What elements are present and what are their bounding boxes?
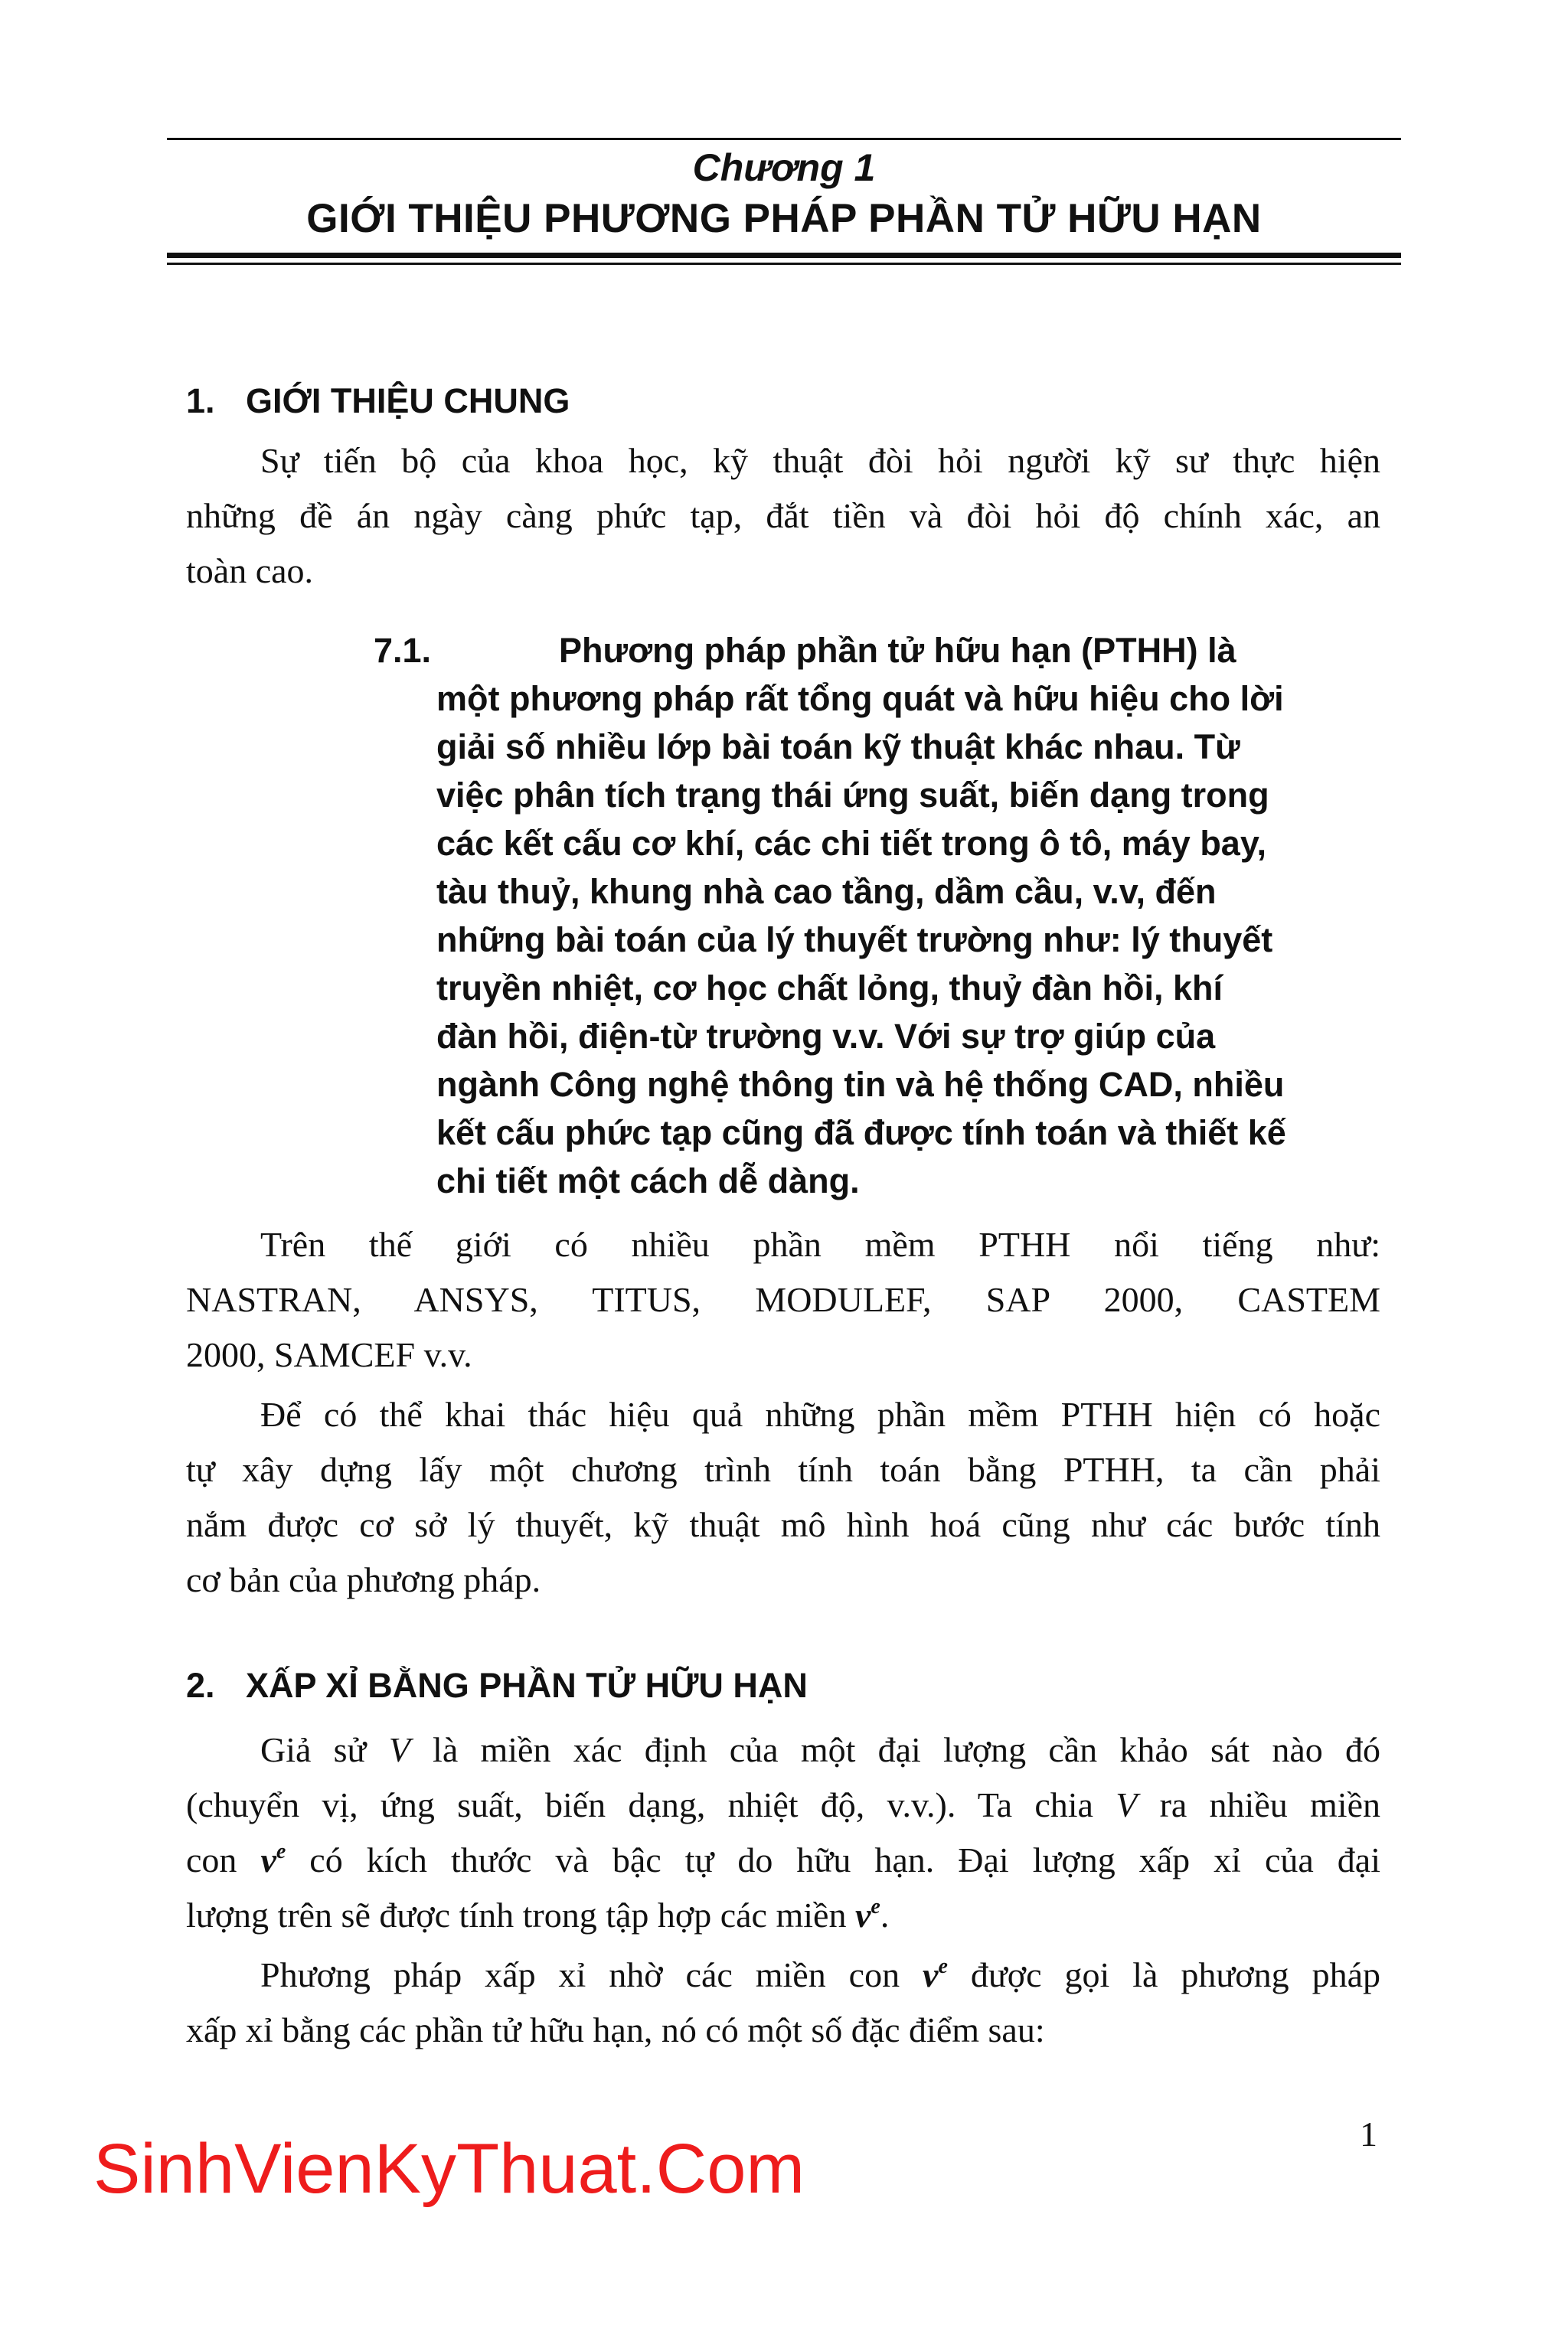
paragraph-line xyxy=(186,1833,1380,1888)
section-2-paragraph-1 xyxy=(186,1723,1380,1943)
item-line: việc phân tích trạng thái ứng suất, biến dạng trong xyxy=(436,776,1269,815)
variable-V: V xyxy=(388,1730,410,1769)
paragraph-line: những đề án ngày càng phức tạp, đắt tiền và đòi hỏi độ chính xác, an xyxy=(186,496,1380,535)
chapter-title: GIỚI THIỆU PHƯƠNG PHÁP PHẦN TỬ HỮU HẠN xyxy=(306,196,1262,241)
paragraph-line: tự xây dựng lấy một chương trình tính toán bằng PTHH, ta cần phải xyxy=(186,1450,1380,1489)
item-line: giải số nhiều lớp bài toán kỹ thuật khác nhau. Từ xyxy=(436,727,1240,766)
section-1-paragraph xyxy=(186,433,1380,599)
paragraph-line: NASTRAN, ANSYS, TITUS, MODULEF, SAP 2000, CASTEM xyxy=(186,1280,1380,1319)
text-run: Phương pháp xấp xỉ nhờ các miền con xyxy=(260,1955,923,1994)
text-run: được gọi là phương pháp xyxy=(947,1955,1380,1994)
section-1-title: GIỚI THIỆU CHUNG xyxy=(246,381,570,420)
text-run: . xyxy=(880,1896,890,1935)
superscript-e: e xyxy=(938,1954,948,1978)
section-2-title: XẤP XỈ BẰNG PHẦN TỬ HỮU HẠN xyxy=(246,1666,808,1705)
paragraph-line: cơ bản của phương pháp. xyxy=(186,1560,541,1599)
text-run: (chuyển vị, ứng suất, biến dạng, nhiệt độ, v.v.). Ta chia xyxy=(186,1785,1116,1824)
paragraph-line: xấp xỉ bằng các phần tử hữu hạn, nó có một số đặc điểm sau: xyxy=(186,2010,1045,2049)
section-2-number: 2. xyxy=(186,1666,215,1705)
item-first-line: Phương pháp phần tử hữu hạn (PTHH) là xyxy=(559,631,1236,670)
exploit-paragraph xyxy=(186,1387,1380,1608)
paragraph-line: nắm được cơ sở lý thuyết, kỹ thuật mô hình hoá cũng như các bước tính xyxy=(186,1505,1380,1544)
paragraph-line xyxy=(186,1723,1380,1778)
section-1-number: 1. xyxy=(186,381,215,420)
variable-v: v xyxy=(923,1955,939,1994)
section-2-paragraph-2 xyxy=(186,1948,1380,2058)
item-line: tàu thuỷ, khung nhà cao tầng, dầm cầu, v.v, đến xyxy=(436,872,1217,911)
text-run: con xyxy=(186,1840,261,1879)
text-run: ra nhiều miền xyxy=(1137,1785,1380,1824)
text-run: Giả sử xyxy=(260,1730,389,1769)
paragraph-line xyxy=(186,1948,1380,2003)
item-line: truyền nhiệt, cơ học chất lỏng, thuỷ đàn hồi, khí xyxy=(436,968,1223,1007)
chapter-label: Chương 1 xyxy=(692,146,876,189)
item-line: kết cấu phức tạp cũng đã được tính toán và thiết kế xyxy=(436,1113,1286,1152)
page-number: 1 xyxy=(1360,2115,1377,2154)
item-line: chi tiết một cách dễ dàng. xyxy=(436,1161,860,1200)
item-body xyxy=(436,674,1286,1205)
header-double-rule-thin xyxy=(167,263,1401,265)
watermark-text: SinhVienKyThuat.Com xyxy=(93,2130,805,2208)
variable-v: v xyxy=(854,1896,871,1935)
superscript-e: e xyxy=(276,1840,286,1863)
item-line: những bài toán của lý thuyết trường như: lý thuyết xyxy=(436,920,1273,959)
paragraph-line: Sự tiến bộ của khoa học, kỹ thuật đòi hỏi người kỹ sư thực hiện xyxy=(260,441,1380,480)
item-number: 7.1. xyxy=(374,631,432,670)
item-line: các kết cấu cơ khí, các chi tiết trong ô tô, máy bay, xyxy=(436,824,1267,863)
paragraph-line: Trên thế giới có nhiều phần mềm PTHH nổi tiếng như: xyxy=(260,1225,1380,1264)
paragraph-line: toàn cao. xyxy=(186,551,314,590)
software-paragraph xyxy=(186,1217,1380,1383)
text-run: có kích thước và bậc tự do hữu hạn. Đại lượng xấp xỉ của đại xyxy=(286,1840,1381,1879)
header-double-rule-thick xyxy=(167,253,1401,258)
paragraph-line: Để có thể khai thác hiệu quả những phần mềm PTHH hiện có hoặc xyxy=(260,1395,1380,1434)
header-top-rule xyxy=(167,138,1401,140)
variable-V: V xyxy=(1116,1785,1138,1824)
variable-v: v xyxy=(260,1840,276,1879)
text-run: là miền xác định của một đại lượng cần khảo sát nào đó xyxy=(410,1730,1381,1769)
text-run: lượng trên sẽ được tính trong tập hợp các miền xyxy=(186,1896,855,1935)
paragraph-line xyxy=(186,1888,1380,1943)
section-1-heading xyxy=(186,378,570,424)
section-2-heading xyxy=(186,1663,808,1709)
superscript-e: e xyxy=(871,1895,880,1919)
paragraph-line: 2000, SAMCEF v.v. xyxy=(186,1335,472,1374)
item-line: một phương pháp rất tổng quát và hữu hiệu cho lời xyxy=(436,679,1284,718)
paragraph-line xyxy=(186,1778,1380,1833)
item-line: đàn hồi, điện-từ trường v.v. Với sự trợ giúp của xyxy=(436,1017,1216,1056)
item-line: ngành Công nghệ thông tin và hệ thống CAD, nhiều xyxy=(436,1065,1285,1104)
